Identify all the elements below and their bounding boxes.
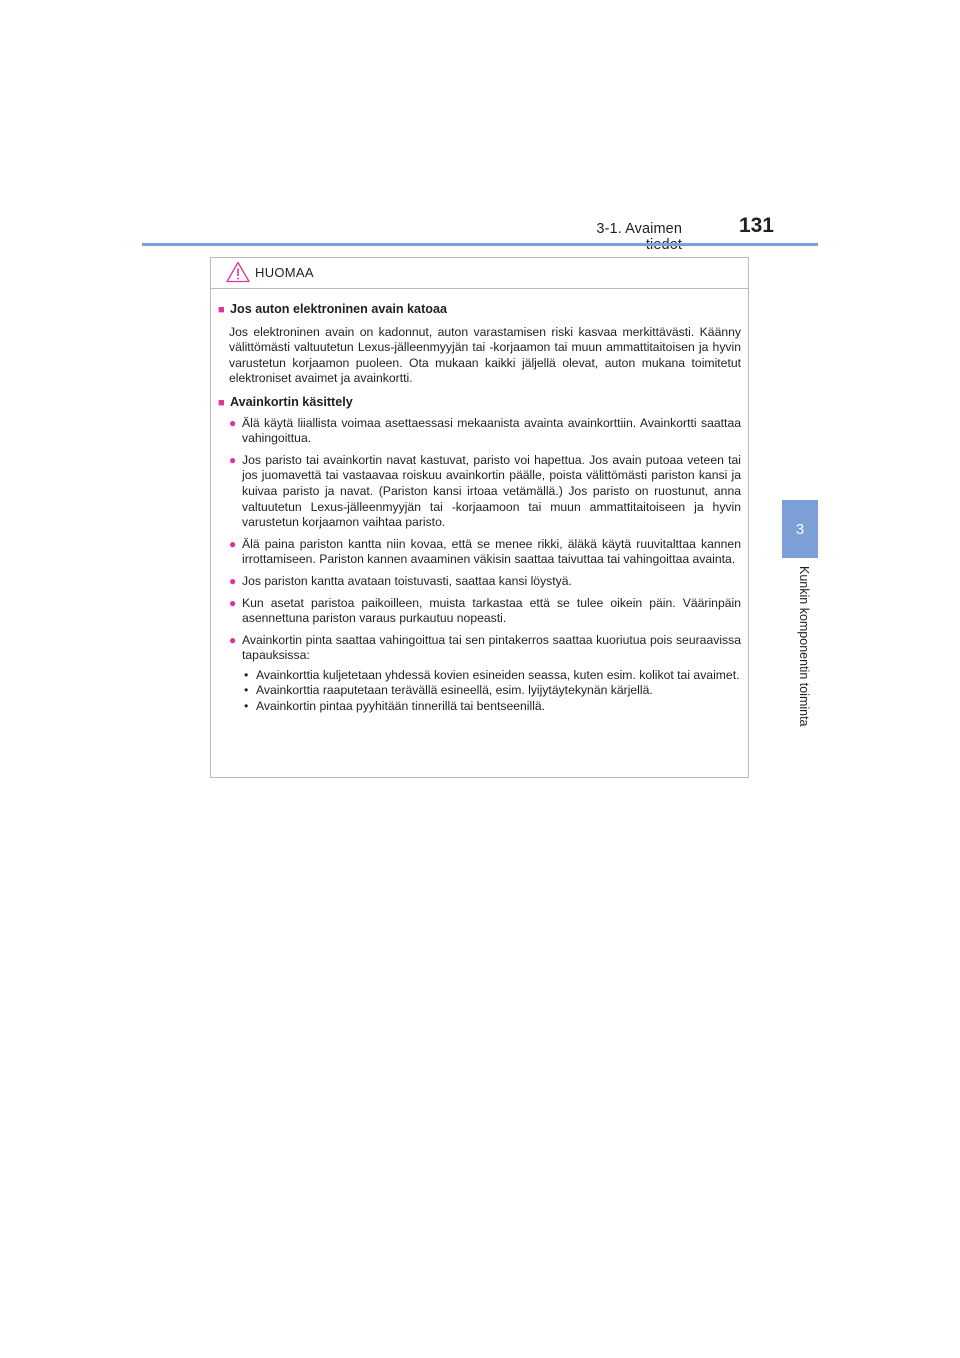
list-item-text: Avainkortin pinta saattaa vahingoittua tai sen pintakerros saattaa kuoriutua pois seuraavissa tapauksissa: <box>242 632 741 663</box>
list-item: ● Jos paristo tai avainkortin navat kastuvat, paristo voi hapettua. Jos avain putoaa veteen tai jos juomavettä tai vastaavaa roiskuu avainkortin päälle, poista välittömästi pariston kansi ja kuivaa paristo ja navat. (Pariston kansi irtoaa vetämällä.) Jos paristo on ruostunut, anna valtuutetun Lexus-jälleenmyyjän tai -korjaamoon tai muun ammattitaitoiseen ja hyvin varustetun korjaamon vaihtaa paristo. <box>229 452 741 530</box>
warning-triangle-icon <box>226 261 250 283</box>
sub-list-item: • Avainkorttia kuljetetaan yhdessä kovien esineiden seassa, kuten esim. kolikot tai avaimet. <box>244 667 740 682</box>
sub-list-item: • Avainkortin pintaa pyyhitään tinnerillä tai bentseenillä. <box>244 699 546 714</box>
notice-header <box>211 258 748 289</box>
bullet-list <box>229 416 741 715</box>
round-bullet-icon: ● <box>229 632 237 647</box>
section-lost-key <box>218 302 741 387</box>
section-title: ■ Avainkortin käsittely <box>218 395 741 412</box>
page-number: 131 <box>738 214 774 237</box>
sub-bullet-list <box>244 668 741 715</box>
round-bullet-icon: ● <box>229 573 237 588</box>
list-item <box>229 633 741 715</box>
small-bullet-icon: • <box>244 683 249 698</box>
section-key-card-handling <box>218 395 741 715</box>
section-paragraph: Jos elektroninen avain on kadonnut, auton varastamisen riski kasvaa merkittävästi. Käänny välittömästi valtuutetun Lexus-jälleenmyyjän tai -korjaamon tai muun ammattitaitoisen ja hyvin varustetun korjaamon puoleen. Ota mukaan kaikki jäljellä olevat, auton mukana toimitetut elektroniset avaimet ja avainkortti. <box>229 324 741 386</box>
round-bullet-icon: ● <box>229 452 237 467</box>
sub-list-item: • Avainkorttia raaputetaan terävällä esineellä, esim. lyijytäytekynän kärjellä. <box>244 683 653 698</box>
small-bullet-icon: • <box>244 699 249 714</box>
square-bullet-icon: ■ <box>218 304 225 316</box>
notice-box <box>210 257 749 778</box>
notice-label: HUOMAA <box>255 265 314 280</box>
list-item: ● Kun asetat paristoa paikoilleen, muista tarkastaa että se tulee oikein päin. Väärinpäin asennettuna pariston varaus purkautuu nopeasti. <box>229 595 741 626</box>
section-title: ■ Jos auton elektroninen avain katoaa <box>218 302 741 319</box>
running-header-section: 3-1. Avaimen <box>596 221 682 237</box>
notice-body <box>211 289 748 715</box>
chapter-title: Kunkin komponentin toiminta <box>797 566 811 727</box>
list-item: ● Jos pariston kantta avataan toistuvasti, saattaa kansi löystyä. <box>229 573 572 588</box>
chapter-number: 3 <box>795 520 805 538</box>
chapter-tab <box>782 500 818 558</box>
round-bullet-icon: ● <box>229 595 237 610</box>
round-bullet-icon: ● <box>229 536 237 551</box>
list-item: ● Älä paina pariston kantta niin kovaa, että se menee rikki, äläkä käytä ruuvitalttaa kannen irrottamiseen. Pariston kannen avaaminen väkisin saattaa taivuttaa tai vahingoittaa avainta. <box>229 536 741 567</box>
small-bullet-icon: • <box>244 667 249 682</box>
round-bullet-icon: ● <box>229 415 237 430</box>
list-item: ● Älä käytä liiallista voimaa asettaessasi mekaanista avainta avainkorttiin. Avainkortti saattaa vahingoittua. <box>229 415 741 446</box>
square-bullet-icon: ■ <box>218 396 225 409</box>
header-rule <box>142 243 818 246</box>
